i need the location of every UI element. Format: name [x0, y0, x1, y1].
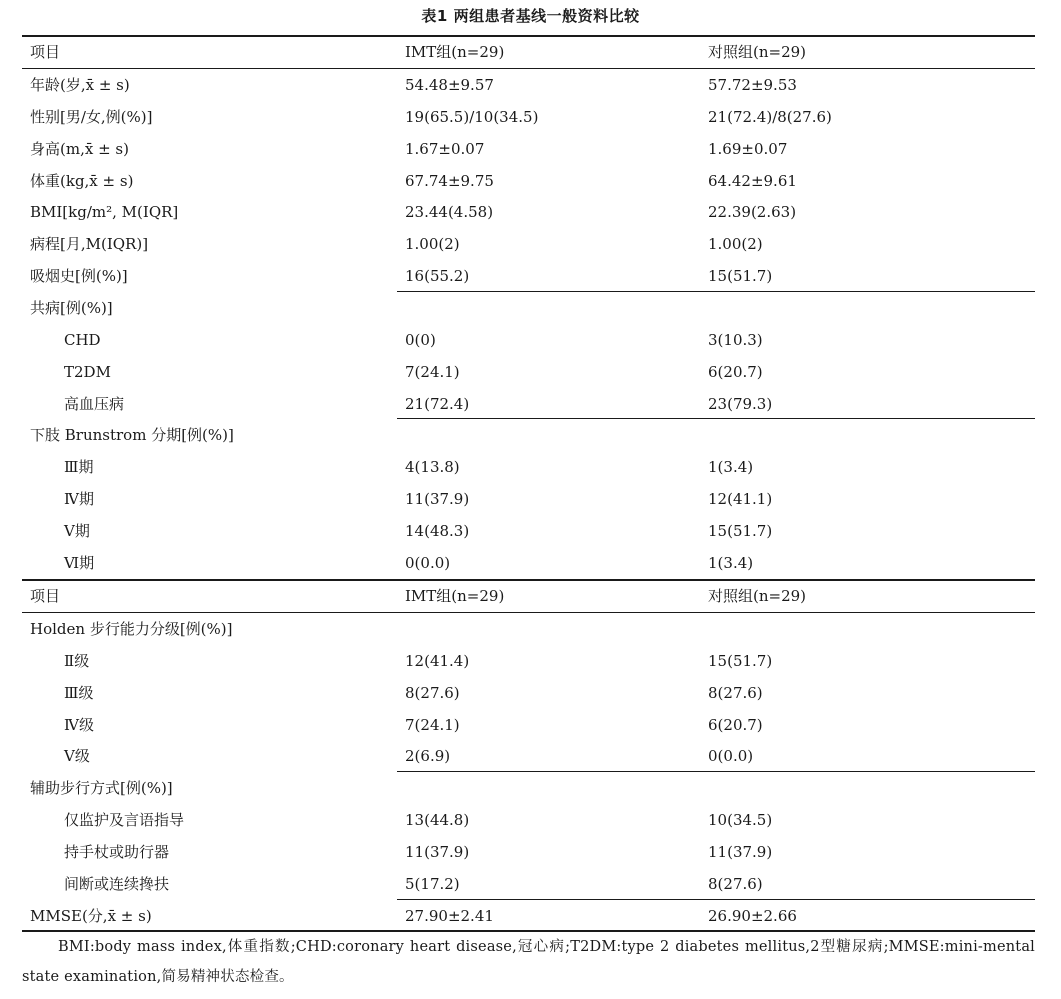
row-item-label: 共病[例(%)]: [30, 298, 113, 317]
row-item-label: Holden 步行能力分级[例(%)]: [30, 620, 233, 638]
row-imt-value: 54.48±9.57: [405, 76, 494, 94]
header-imt-label-2: IMT组(n=29): [405, 587, 505, 605]
table-row: [22, 740, 1035, 772]
table-row: [22, 228, 1035, 260]
row-item-label: 仅监护及言语指导: [64, 811, 185, 830]
table-row: [22, 709, 1035, 741]
row-item-label: Ⅲ期: [64, 458, 94, 477]
row-control-value: 1.00(2): [708, 235, 763, 254]
table-header-row: [22, 36, 1035, 68]
row-item-label: Ⅲ级: [64, 683, 94, 702]
table-header-row-2: [22, 580, 1035, 612]
row-item-label: 性别[男/女,例(%)]: [30, 107, 153, 126]
row-control-value: 6(20.7): [708, 362, 763, 381]
header-control-label: 对照组(n=29): [708, 43, 807, 61]
row-item-label: MMSE(分,x̄ ± s): [30, 906, 152, 925]
table-footnote: BMI:body mass index,体重指数;CHD:coronary heart disease,冠心病;T2DM:type 2 diabetes mellitus,2型糖尿病;MMSE:mini-mental state examination,简易精神状态检查。: [22, 939, 1035, 985]
table-row: [22, 677, 1035, 709]
row-imt-value: 7(24.1): [405, 715, 460, 734]
table-row: [22, 836, 1035, 868]
row-imt-value: 16(55.2): [405, 267, 470, 286]
row-imt-value: 11(37.9): [405, 842, 470, 861]
row-imt-value: 1.00(2): [405, 235, 460, 254]
row-imt-value: 5(17.2): [405, 874, 460, 893]
table-row: [22, 356, 1035, 388]
row-control-value: 1(3.4): [708, 553, 754, 572]
table-row: [22, 69, 1035, 101]
header-item-label: 项目: [30, 43, 61, 61]
row-control-value: 57.72±9.53: [708, 76, 797, 94]
row-imt-value: 23.44(4.58): [405, 203, 494, 222]
table-row: [22, 804, 1035, 836]
row-imt-value: 19(65.5)/10(34.5): [405, 107, 539, 126]
row-item-label: 吸烟史[例(%)]: [30, 267, 128, 286]
table-row: [22, 101, 1035, 133]
row-imt-value: 21(72.4): [405, 394, 470, 413]
row-imt-value: 14(48.3): [405, 521, 470, 540]
row-control-value: 23(79.3): [708, 394, 773, 413]
row-control-value: 21(72.4)/8(27.6): [708, 107, 832, 126]
row-imt-value: 2(6.9): [405, 747, 451, 766]
table-row: [22, 645, 1035, 677]
row-control-value: 12(41.1): [708, 490, 773, 509]
row-item-label: 体重(kg,x̄ ± s): [30, 171, 134, 190]
row-control-value: 15(51.7): [708, 651, 773, 670]
row-control-value: 22.39(2.63): [708, 203, 797, 222]
row-control-value: 15(51.7): [708, 267, 773, 286]
row-item-label: Ⅱ级: [64, 651, 90, 670]
table-caption: 表1 两组患者基线一般资料比较: [421, 7, 640, 25]
table-row: [22, 515, 1035, 547]
row-control-value: 10(34.5): [708, 811, 773, 830]
row-control-value: 3(10.3): [708, 330, 763, 349]
table-row: [22, 772, 1035, 804]
table-row: [22, 451, 1035, 483]
row-item-label: Ⅵ期: [64, 553, 95, 572]
row-control-value: 8(27.6): [708, 683, 763, 702]
row-imt-value: 1.67±0.07: [405, 139, 485, 158]
table-row: [22, 324, 1035, 356]
row-item-label: 下肢 Brunstrom 分期[例(%)]: [30, 426, 234, 445]
row-item-label: 身高(m,x̄ ± s): [30, 139, 129, 158]
row-item-label: 高血压病: [64, 394, 125, 413]
header-control-label-2: 对照组(n=29): [708, 587, 807, 605]
row-imt-value: 13(44.8): [405, 811, 470, 830]
row-item-label: 病程[月,M(IQR)]: [30, 235, 149, 254]
row-item-label: Ⅳ期: [64, 490, 94, 509]
row-control-value: 1(3.4): [708, 458, 754, 477]
row-item-label: T2DM: [64, 362, 111, 381]
header-imt-label: IMT组(n=29): [405, 43, 505, 61]
row-item-label: 持手杖或助行器: [64, 842, 170, 861]
row-imt-value: 8(27.6): [405, 683, 460, 702]
row-control-value: 6(20.7): [708, 715, 763, 734]
row-item-label: Ⅴ级: [64, 747, 90, 766]
table-row: [22, 483, 1035, 515]
row-imt-value: 0(0.0): [405, 553, 451, 572]
table-row: [22, 260, 1035, 292]
row-item-label: Ⅳ级: [64, 715, 94, 734]
row-control-value: 1.69±0.07: [708, 139, 788, 158]
row-control-value: 0(0.0): [708, 747, 754, 766]
table-row: [22, 547, 1035, 579]
row-imt-value: 12(41.4): [405, 651, 470, 670]
table-row: [22, 133, 1035, 165]
header-item-label-2: 项目: [30, 587, 61, 605]
row-control-value: 11(37.9): [708, 842, 773, 861]
table-row: [22, 900, 1035, 932]
row-item-label: 辅助步行方式[例(%)]: [30, 779, 173, 798]
row-imt-value: 11(37.9): [405, 490, 470, 509]
table-row: [22, 613, 1035, 645]
table-row: [22, 388, 1035, 420]
table-row: [22, 196, 1035, 228]
table-row: [22, 292, 1035, 324]
row-imt-value: 4(13.8): [405, 458, 460, 477]
row-control-value: 64.42±9.61: [708, 171, 797, 190]
row-control-value: 8(27.6): [708, 874, 763, 893]
row-item-label: BMI[kg/m², M(IQR]: [30, 203, 179, 222]
row-imt-value: 27.90±2.41: [405, 906, 494, 925]
row-item-label: 间断或连续搀扶: [64, 874, 170, 893]
table-row: [22, 868, 1035, 900]
table-row: [22, 419, 1035, 451]
row-control-value: 26.90±2.66: [708, 906, 797, 925]
table-row: [22, 165, 1035, 197]
row-item-label: 年龄(岁,x̄ ± s): [30, 76, 130, 94]
row-imt-value: 7(24.1): [405, 362, 460, 381]
row-item-label: CHD: [64, 330, 101, 349]
row-imt-value: 67.74±9.75: [405, 171, 494, 190]
row-imt-value: 0(0): [405, 330, 436, 349]
row-control-value: 15(51.7): [708, 521, 773, 540]
row-item-label: Ⅴ期: [64, 521, 90, 540]
